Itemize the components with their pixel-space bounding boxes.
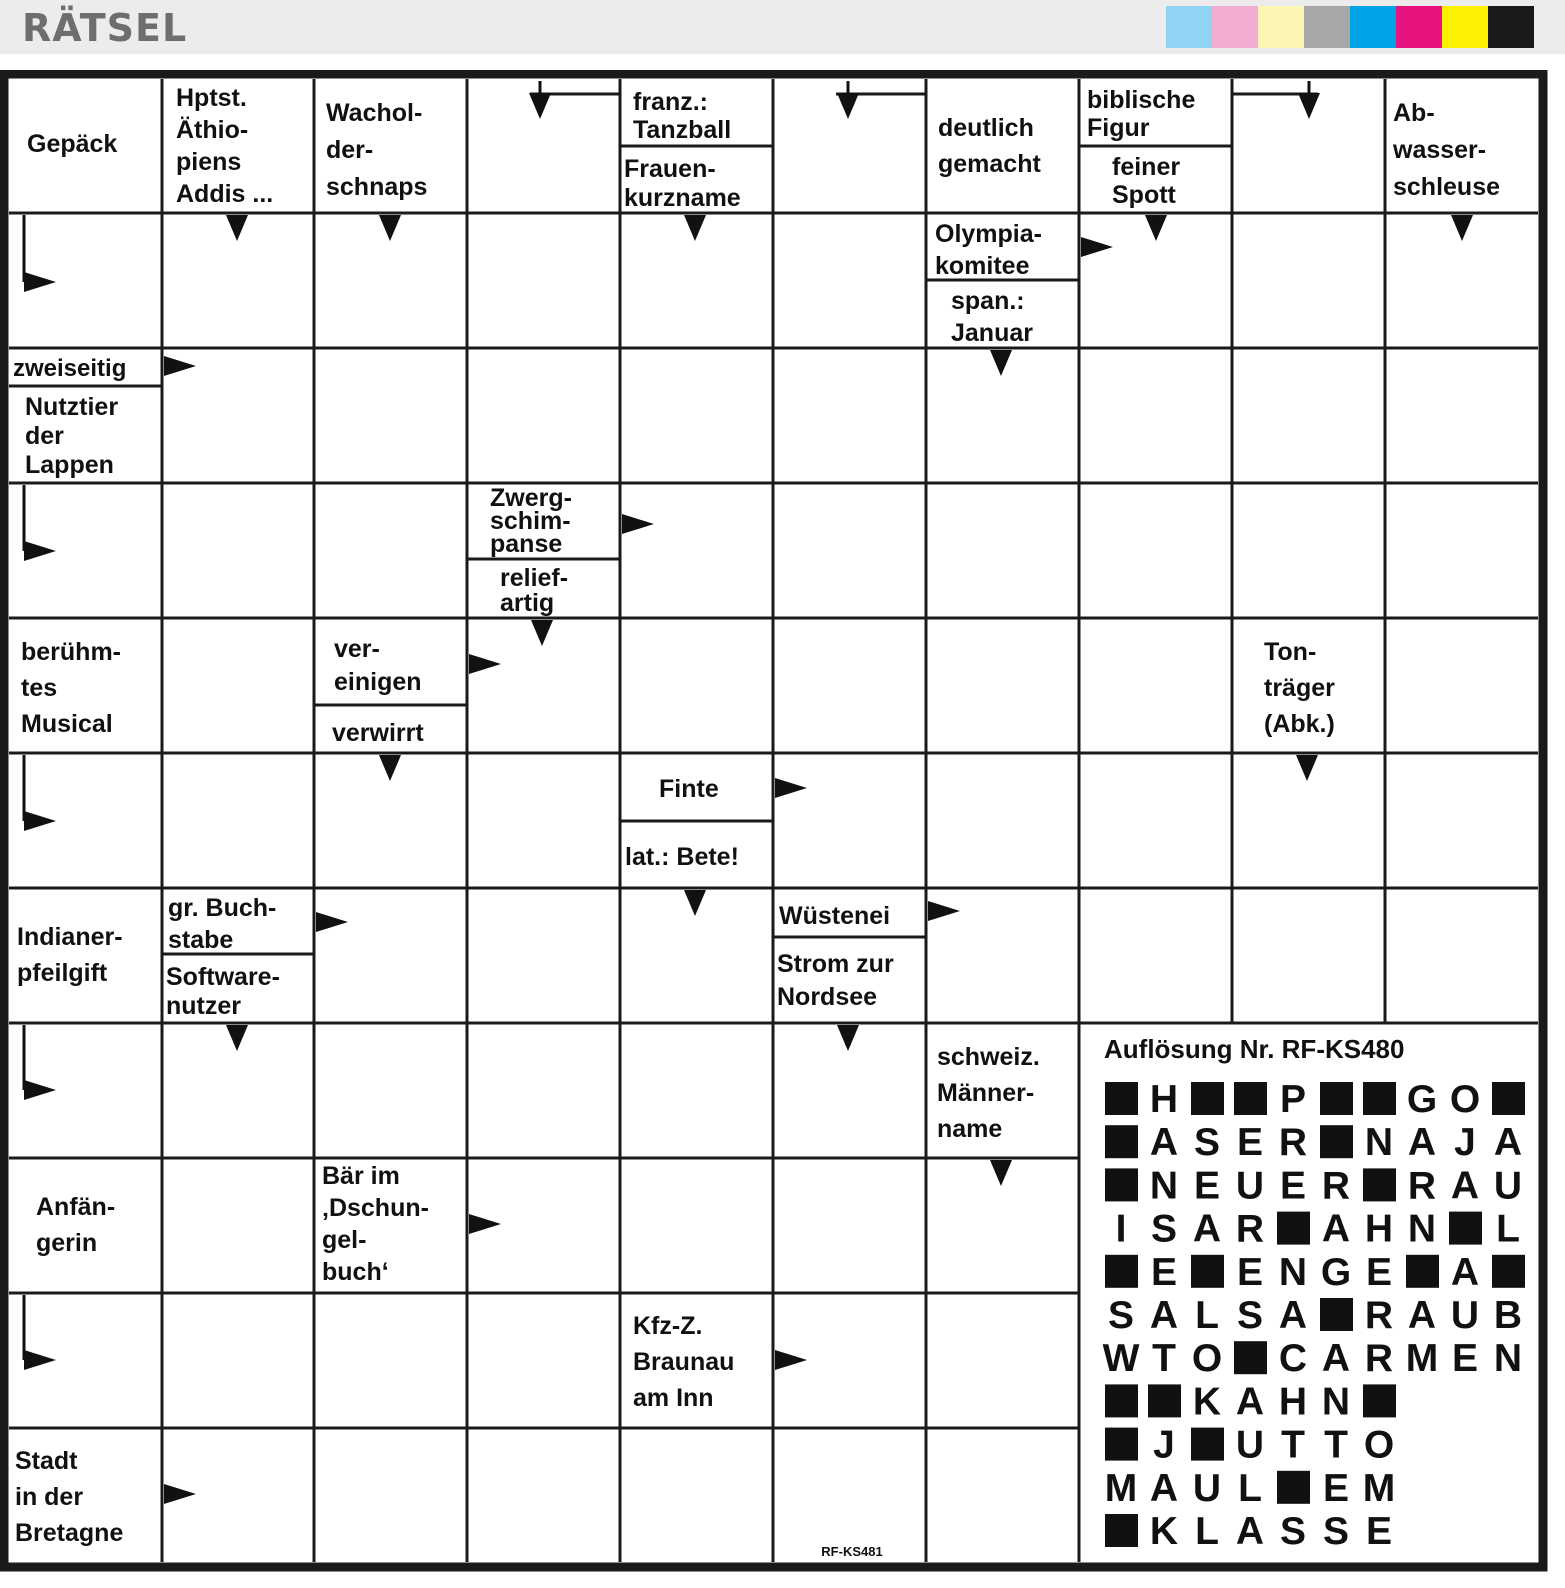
solution-block [1234,1341,1267,1374]
solution-letter: K [1149,1510,1179,1553]
solution-block [1105,1125,1138,1158]
solution-letter: N [1321,1380,1351,1424]
solution-letter: E [1150,1250,1178,1294]
grid-cell-r7-c10[interactable] [1385,888,1538,1023]
clue-baer-line-1: Bär im [322,1162,400,1190]
clue-deutlich-line-2: gemacht [938,150,1041,178]
clue-deutlich-line-1: deutlich [938,114,1034,142]
solution-block [1191,1082,1224,1115]
clue-olympia-line-1: Olympia- [935,220,1042,248]
grid-cell-r8-c5[interactable] [620,1023,773,1158]
solution-block [1320,1082,1353,1115]
clue-wachol-line-3: schnaps [326,173,428,201]
grid-cell-r2-c9[interactable] [1232,213,1385,348]
solution-letter: T [1324,1423,1348,1467]
clue-finte [659,775,719,803]
solution-letter: A [1149,1121,1179,1165]
grid-cell-r2-c6[interactable] [773,213,926,348]
solution-block [1105,1514,1138,1547]
clue-zweiseitig [13,355,126,382]
clue-nutztier-line-3: Lappen [25,451,114,479]
grid-cell-r11-c5[interactable] [620,1428,773,1562]
solution-letter: R [1364,1337,1394,1381]
clue-zwerg-line-1: Zwerg- [490,484,572,512]
grid-cell-r4-c2[interactable] [162,483,314,618]
clue-span-line-2: Januar [951,319,1033,347]
solution-row-11 [1105,1510,1392,1553]
solution-letter: A [1407,1294,1437,1337]
header-bar [0,0,1565,54]
grid-cell-r7-c3[interactable] [314,888,467,1023]
solution-letter: J [1153,1423,1175,1467]
color-swatch-4 [1304,6,1350,48]
solution-letter: U [1493,1164,1523,1208]
grid-cell-r5-c6[interactable] [773,618,926,753]
solution-letter: H [1278,1380,1308,1424]
clue-kfz-line-2: Braunau [633,1348,735,1376]
grid-cell-r6-c4[interactable] [467,753,620,888]
solution-letter: S [1236,1294,1264,1337]
solution-letter: I [1115,1207,1127,1251]
solution-block [1406,1255,1439,1288]
solution-letter: A [1321,1337,1351,1381]
grid-cell-r5-c8[interactable] [1079,618,1232,753]
clue-relief-line-2: artig [500,589,555,617]
grid-cell-r6-c8[interactable] [1079,753,1232,888]
solution-letter: P [1279,1078,1307,1121]
clue-biblische-line-2: Figur [1087,114,1150,142]
clue-musical-line-2: tes [21,674,58,702]
solution-letter: A [1235,1510,1265,1553]
solution-letter: H [1149,1078,1179,1121]
solution-letter: L [1238,1466,1262,1510]
clue-nutztier-line-1: Nutztier [25,393,119,421]
solution-block [1492,1255,1525,1288]
clue-franz-line-2: Tanzball [633,116,732,144]
solution-letter: L [1195,1294,1219,1337]
clue-hptst-line-1: Hptst. [176,84,247,112]
solution-row-6 [1108,1294,1522,1337]
solution-block [1363,1384,1396,1417]
grid-cell-r5-c2[interactable] [162,618,314,753]
clue-frauen-line-1: Frauen- [624,155,716,183]
solution-letter: R [1278,1121,1308,1165]
solution-letter: U [1192,1466,1222,1510]
clue-bete [625,843,739,871]
clue-nutztier-line-2: der [25,422,64,450]
grid-cell-r8-c4[interactable] [467,1023,620,1158]
solution-row-10 [1105,1467,1396,1510]
grid-cell-r4-c8[interactable] [1079,483,1232,618]
grid-cell-r9-c1[interactable] [9,1158,162,1293]
grid-cell-r11-c4[interactable] [467,1428,620,1562]
clue-frauen-line-2: kurzname [624,184,741,212]
solution-block [1105,1168,1138,1201]
clue-feiner-line-1: feiner [1112,153,1181,181]
solution-letter: G [1406,1078,1438,1121]
clue-abwasser-line-3: schleuse [1393,173,1501,201]
clue-baer-line-3: gel- [322,1226,367,1254]
clue-verwirrt-line-1: verwirrt [332,719,424,747]
solution-letter: A [1493,1121,1523,1165]
grid-cell-r9-c2[interactable] [162,1158,314,1293]
grid-cell-r11-c6[interactable] [773,1428,926,1562]
solution-letter: A [1192,1207,1222,1251]
solution-letter: E [1451,1337,1479,1381]
grid-cell-r5-c5[interactable] [620,618,773,753]
clue-musical-line-3: Musical [21,710,113,738]
color-swatches [1166,6,1534,48]
solution-row-5 [1105,1251,1525,1294]
color-swatch-8 [1488,6,1534,48]
grid-cell-r7-c1[interactable] [9,888,162,1023]
solution-letter: N [1407,1207,1437,1251]
solution-letter: A [1278,1294,1308,1337]
grid-cell-r8-c3[interactable] [314,1023,467,1158]
clue-baer-line-4: buch‘ [322,1258,389,1286]
clue-baer-line-2: ‚Dschun- [322,1194,429,1222]
solution-letter: N [1278,1250,1308,1294]
color-swatch-6 [1396,6,1442,48]
solution-letter: E [1365,1510,1393,1553]
grid-cell-r11-c7[interactable] [926,1428,1079,1562]
clue-zweiseitig-line-1: zweiseitig [13,355,127,382]
grid-cell-r4-c6[interactable] [773,483,926,618]
solution-block [1320,1298,1353,1331]
clue-stadt-line-1: Stadt [15,1447,78,1475]
solution-letter: N [1493,1337,1523,1381]
solution-block [1148,1384,1181,1417]
solution-row-7 [1103,1337,1522,1380]
solution-block [1105,1255,1138,1288]
grid-cell-r3-c8[interactable] [1079,348,1232,483]
clue-strom-line-2: Nordsee [777,983,878,1011]
solution-block [1492,1082,1525,1115]
solution-block [1320,1125,1353,1158]
clue-wachol-line-1: Wachol- [326,99,423,127]
solution-letter: R [1364,1294,1394,1337]
solution-letter: O [1363,1423,1395,1467]
grid-cell-r7-c8[interactable] [1079,888,1232,1023]
solution-row-2 [1105,1121,1522,1164]
solution-letter: E [1365,1250,1393,1294]
solution-block [1277,1212,1310,1245]
clue-wuestenei [779,902,890,930]
clue-abwasser-line-1: Ab- [1393,99,1435,127]
solution-letter: E [1279,1164,1307,1208]
color-swatch-5 [1350,6,1396,48]
solution-letter: G [1320,1250,1352,1294]
grid-cell-r9-c5[interactable] [620,1158,773,1293]
clue-hptst-line-3: piens [176,148,242,176]
solution-letter: N [1149,1164,1179,1208]
solution-row-1 [1105,1078,1525,1121]
color-swatch-1 [1166,6,1212,48]
clue-finte-line-1: Finte [659,775,719,803]
clue-wuestenei-line-1: Wüstenei [779,902,891,930]
clue-buchstabe-line-1: gr. Buch- [168,894,277,922]
clue-hptst-line-4: Addis ... [176,180,274,208]
clue-bete-line-1: lat.: Bete! [625,843,739,871]
clue-software-line-1: Software- [166,963,280,991]
clue-vereinigen-line-2: einigen [334,668,422,696]
solution-letter: M [1104,1466,1138,1510]
solution-block [1191,1255,1224,1288]
clue-gepaeck-line-1: Gepäck [27,130,118,158]
clue-stadt-line-2: in der [15,1483,84,1511]
grid-cell-r4-c9[interactable] [1232,483,1385,618]
page-title: RÄTSEL [22,6,188,50]
solution-letter: O [1449,1078,1481,1121]
grid-cell-r3-c9[interactable] [1232,348,1385,483]
clue-hptst-line-2: Äthio- [176,116,249,144]
clue-zwerg [490,484,572,558]
crossword-grid [0,70,1565,1588]
solution-letter: B [1493,1294,1523,1337]
color-swatch-7 [1442,6,1488,48]
clue-anfaengerin-line-2: gerin [36,1229,98,1257]
clue-indianer-line-1: Indianer- [17,923,123,951]
clue-schweiz-line-2: Männer- [937,1079,1035,1107]
solution-letter: M [1362,1466,1396,1510]
clue-kfz-line-3: am Inn [633,1384,714,1412]
grid-cell-r1-c7[interactable] [926,79,1079,213]
grid-cell-r4-c3[interactable] [314,483,467,618]
solution-panel [1103,1034,1525,1553]
grid-cell-r5-c7[interactable] [926,618,1079,753]
solution-letter: K [1192,1380,1222,1424]
solution-row-4 [1116,1208,1520,1251]
solution-letter: U [1235,1423,1265,1467]
grid-cell-r9-c6[interactable] [773,1158,926,1293]
grid-cell-r10-c4[interactable] [467,1293,620,1428]
solution-letter: A [1149,1294,1179,1337]
clue-span-line-1: span.: [951,287,1025,315]
grid-cell-r3-c3[interactable] [314,348,467,483]
grid-cell-r6-c7[interactable] [926,753,1079,888]
clue-tontraeger-line-1: Ton- [1264,638,1317,666]
grid-cell-r6-c2[interactable] [162,753,314,888]
solution-letter: E [1193,1164,1221,1208]
solution-letter: S [1193,1121,1221,1165]
solution-letter: C [1278,1337,1308,1381]
clue-kfz-line-1: Kfz-Z. [633,1312,703,1340]
solution-block [1105,1082,1138,1115]
clue-strom-line-1: Strom zur [777,950,894,978]
grid-cell-r11-c3[interactable] [314,1428,467,1562]
grid-cell-r7-c4[interactable] [467,888,620,1023]
grid-cell-r3-c5[interactable] [620,348,773,483]
clue-wachol-line-2: der- [326,136,374,164]
solution-row-8 [1105,1380,1396,1423]
solution-letter: A [1321,1207,1351,1251]
solution-letter: S [1279,1510,1307,1553]
solution-letter: T [1152,1337,1176,1381]
grid-cell-r7-c9[interactable] [1232,888,1385,1023]
puzzle-code: RF-KS481 [821,1544,883,1559]
solution-block [1234,1082,1267,1115]
solution-letter: S [1322,1510,1350,1553]
solution-letter: U [1235,1164,1265,1208]
solution-block [1449,1212,1482,1245]
clue-relief-line-1: relief- [500,564,569,592]
grid-cell-r3-c6[interactable] [773,348,926,483]
clue-tontraeger-line-3: (Abk.) [1264,710,1335,738]
clue-schweiz-line-3: name [937,1115,1003,1143]
solution-block [1277,1471,1310,1504]
solution-letter: A [1450,1164,1480,1208]
clue-feiner [1112,153,1180,209]
color-swatch-3 [1258,6,1304,48]
clue-musical-line-1: berühm- [21,638,121,666]
solution-block [1105,1428,1138,1461]
color-swatch-2 [1212,6,1258,48]
clue-tontraeger-line-2: träger [1264,674,1335,702]
solution-row-9 [1105,1424,1394,1467]
solution-letter: M [1405,1337,1439,1381]
solution-letter: A [1235,1380,1265,1424]
solution-block [1191,1428,1224,1461]
grid-cell-r6-c10[interactable] [1385,753,1538,888]
solution-letter: L [1195,1510,1219,1553]
solution-letter: H [1364,1207,1394,1251]
solution-letter: E [1322,1466,1350,1510]
solution-letter: L [1496,1207,1520,1251]
solution-block [1363,1168,1396,1201]
grid-cell-r3-c10[interactable] [1385,348,1538,483]
clue-buchstabe-line-2: stabe [168,926,234,954]
clue-indianer-line-2: pfeilgift [17,959,108,987]
clue-gepaeck [27,130,117,158]
grid-cell-r2-c4[interactable] [467,213,620,348]
solution-letter: R [1407,1164,1437,1208]
grid-cell-r6-c6[interactable] [773,753,926,888]
clue-biblische-line-1: biblische [1087,86,1196,114]
grid-cell-r10-c3[interactable] [314,1293,467,1428]
solution-letter: R [1321,1164,1351,1208]
solution-letter: A [1450,1250,1480,1294]
solution-letter: O [1191,1337,1223,1381]
solution-letter: R [1235,1207,1265,1251]
clue-abwasser-line-2: wasser- [1393,136,1487,164]
solution-letter: E [1236,1121,1264,1165]
solution-title: Auflösung Nr. RF-KS480 [1104,1034,1405,1064]
grid-cell-r10-c7[interactable] [926,1293,1079,1428]
solution-letter: N [1364,1121,1394,1165]
grid-cell-r3-c4[interactable] [467,348,620,483]
solution-letter: S [1150,1207,1178,1251]
grid-cell-r4-c10[interactable] [1385,483,1538,618]
clue-olympia-line-2: komitee [935,252,1030,280]
clue-verwirrt [332,719,424,747]
solution-letter: J [1454,1121,1476,1165]
grid-cell-r10-c2[interactable] [162,1293,314,1428]
solution-letter: W [1102,1337,1140,1381]
solution-letter: T [1281,1423,1305,1467]
grid-cell-r4-c5[interactable] [620,483,773,618]
solution-letter: S [1107,1294,1135,1337]
clue-schweiz-line-1: schweiz. [937,1043,1040,1071]
clue-vereinigen-line-1: ver- [334,635,380,663]
solution-row-3 [1105,1164,1522,1207]
solution-block [1363,1082,1396,1115]
clue-stadt-line-3: Bretagne [15,1519,124,1547]
solution-letter: U [1450,1294,1480,1337]
clue-zwerg-line-2: schim- [490,507,571,535]
clue-software-line-2: nutzer [166,992,241,1020]
clue-franz-line-1: franz.: [633,88,708,116]
solution-block [1105,1384,1138,1417]
grid-cell-r4-c7[interactable] [926,483,1079,618]
clue-anfaengerin-line-1: Anfän- [36,1193,116,1221]
solution-letter: A [1149,1466,1179,1510]
grid-cell-r5-c10[interactable] [1385,618,1538,753]
solution-letter: A [1407,1121,1437,1165]
clue-feiner-line-2: Spott [1112,181,1176,209]
solution-letter: E [1236,1250,1264,1294]
clue-zwerg-line-3: panse [490,530,563,558]
